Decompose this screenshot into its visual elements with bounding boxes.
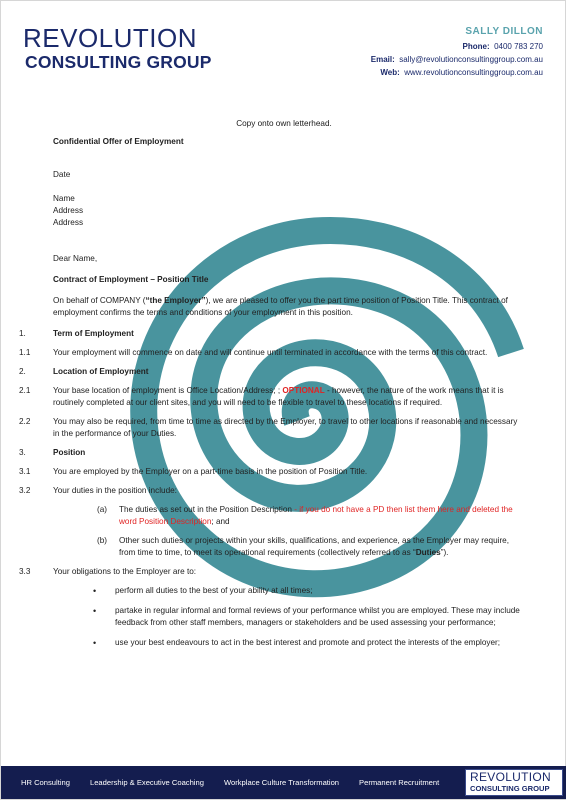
section-3-heading [19,447,523,459]
email-label: Email: [370,55,395,64]
date-line: Date [53,170,71,179]
clause-3-2-a [97,504,523,528]
logo-wordmark [23,23,197,53]
salutation: Dear Name, [53,254,98,263]
section-number: 2. [19,367,26,376]
logo-line1: REVOLUTION [23,23,198,53]
clause-number: 3.1 [19,467,31,476]
logo-subline: CONSULTING GROUP [25,52,212,72]
clause-text: Your obligations to the Employer are to: [53,567,197,576]
web-link[interactable]: www.revolutionconsultinggroup.com.au [404,68,543,77]
sub-clause-label: (b) [97,536,108,545]
sub-clause-b-end: ”). [440,548,449,557]
subject-line: Contract of Employment – Position Title [53,275,209,284]
list-item [93,605,523,629]
clause-2-1 [19,385,523,409]
sub-clause-a-instruction: - if you do not have a PD then list them here and deleted the word Position Description [119,505,513,526]
section-title: Term of Employment [53,329,134,338]
document-heading: Confidential Offer of Employment [53,137,184,146]
recipient-address-1: Address [53,206,84,215]
contact-name: SALLY DILLON [465,26,543,37]
clause-2-1-text-a: Your base location of employment is Office Location/Address; ; [53,386,283,395]
footer-links [1,766,439,799]
sub-clause-label: (a) [97,505,108,514]
recipient-name: Name [53,194,75,203]
list-item [93,637,523,649]
footer-link-recruitment[interactable]: Permanent Recruitment [359,778,440,787]
footer-link-culture[interactable]: Workplace Culture Transformation [223,778,340,787]
footer-logo [465,769,563,796]
bullet-text: partake in regular informal and formal reviews of your performance whilst you are employed. These may include feedback from other staff members, managers or stakeholders and be used assessing your performance; [115,606,520,627]
clause-1-1 [19,347,523,359]
footer-logo-line2: CONSULTING GROUP [470,784,550,793]
clause-number: 3.3 [19,567,31,576]
clause-2-2 [19,416,523,440]
web-label: Web: [380,68,400,77]
section-2-heading [19,366,523,378]
intro-paragraph [53,295,523,319]
optional-flag: OPTIONAL [282,386,325,395]
contact-email-row [371,53,543,66]
phone-value: 0400 783 270 [494,42,543,51]
phone-label: Phone: [462,42,490,51]
clause-number: 2.1 [19,386,31,395]
section-1-heading [19,328,523,340]
clause-text: Your duties in the position include: [53,486,177,495]
clause-number: 1.1 [19,348,31,357]
footer-bar [1,766,566,799]
bullet-text: perform all duties to the best of your ability at all times; [115,586,313,595]
duties-term: Duties [415,548,441,557]
clause-number: 2.2 [19,417,31,426]
contact-web-row [371,66,543,79]
letter-body [19,136,523,657]
bullet-text: use your best endeavours to act in the best interest and promote and protect the interests of the employer; [115,638,501,647]
clause-text: You may also be required, from time to time as directed by the Employer, to travel to other locations if reasonable and necessary in the performance of your Duties. [53,417,518,438]
contact-block [371,25,543,79]
clause-2-1-text-b: - however, the nature of the work means that it is routinely completed at our client sites, and you will need to be flexible to travel to these locations if required. [53,386,504,407]
intro-employer-term: “the Employer” [145,296,206,305]
sub-clause-a-text: The duties as set out in the Position Description [119,505,292,514]
recipient-address-2: Address [53,218,84,227]
sub-clause-text [119,535,523,559]
bullet-icon: • [93,606,97,616]
bullet-icon: • [93,586,97,596]
clause-3-3 [19,566,523,578]
intro-text-a: On behalf of COMPANY ( [53,296,146,305]
bullet-icon: • [93,638,97,648]
section-title: Location of Employment [53,367,149,376]
clause-text: Your employment will commence on date and will continue until terminated in accordance with the terms of this contract. [53,348,488,357]
footer-link-hr-consulting[interactable]: HR Consulting [21,778,70,787]
contact-phone-row [371,40,543,53]
email-link[interactable]: sally@revolutionconsultinggroup.com.au [399,55,543,64]
section-number: 1. [19,329,26,338]
clause-3-2-b [97,535,523,559]
sub-clause-text [119,504,523,528]
footer-logo-line1: REVOLUTION [470,770,552,784]
company-logo [23,23,253,73]
section-number: 3. [19,448,26,457]
footer-link-leadership[interactable]: Leadership & Executive Coaching [89,778,204,787]
clause-number: 3.2 [19,486,31,495]
clause-text [53,385,523,409]
clause-3-2 [19,485,523,497]
clause-3-1 [19,466,523,478]
letterhead-note: Copy onto own letterhead. [236,119,332,128]
list-item [93,585,523,597]
clause-text: You are employed by the Employer on a part-time basis in the position of Position Title. [53,467,368,476]
section-title: Position [53,448,86,457]
sub-clause-a-end: ; and [211,517,230,526]
intro-text-c: ), we are pleased to offer you the part time position of Position Title. This contract of employment confirms the terms and conditions of your employment in this position. [53,296,508,317]
sub-clause-b-text: Other such duties or projects within your skills, qualifications, and experience, as the Employer may require, from time to time, to meet its operational requirements (collectively referred to as “ [119,536,509,557]
